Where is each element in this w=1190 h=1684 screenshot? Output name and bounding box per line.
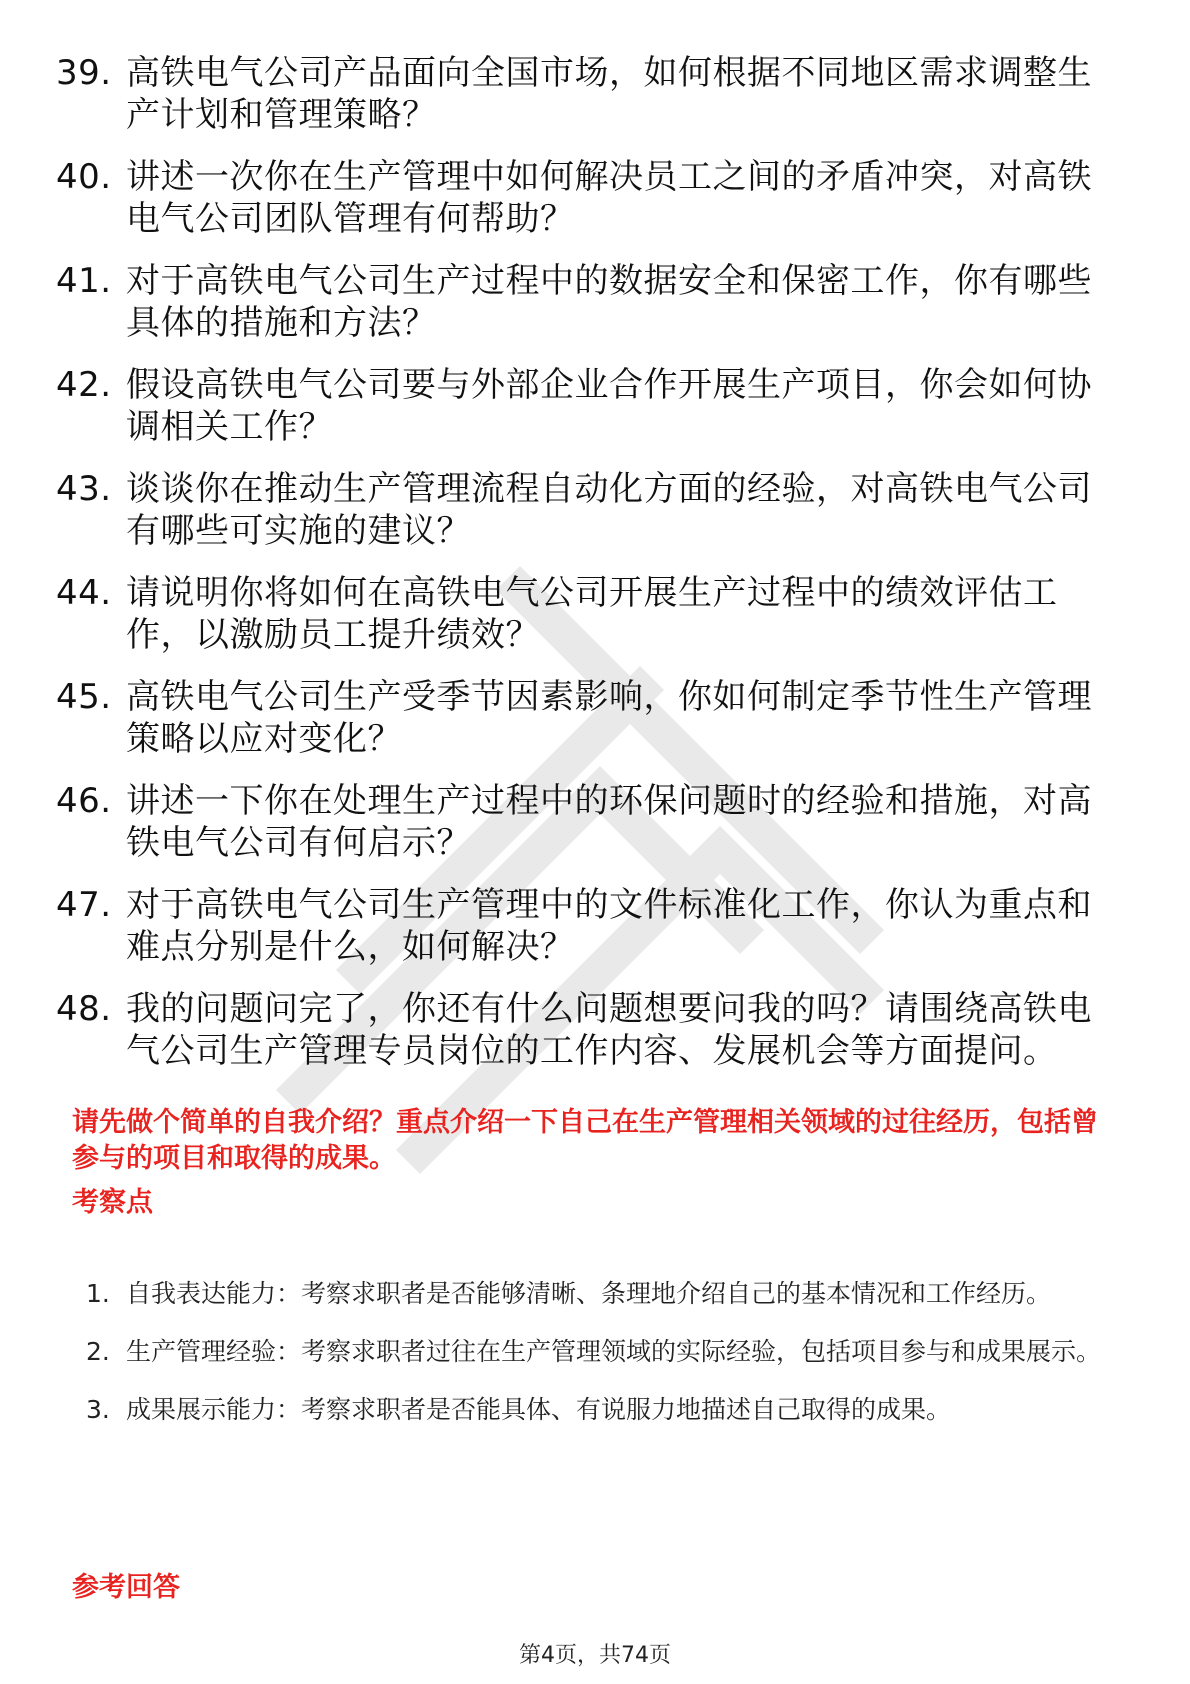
question-text: 假设高铁电气公司要与外部企业合作开展生产项目，你会如何协调相关工作？ <box>126 365 1092 447</box>
question-item <box>56 260 1116 344</box>
question-item <box>56 884 1116 968</box>
examine-point <box>86 1381 1126 1439</box>
question-text: 对于高铁电气公司生产管理中的文件标准化工作，你认为重点和难点分别是什么，如何解决？ <box>126 885 1092 967</box>
question-text: 我的问题问完了，你还有什么问题想要问我的吗？请围绕高铁电气公司生产管理专员岗位的工作内容、发展机会等方面提问。 <box>126 989 1092 1071</box>
examine-points-list <box>86 1265 1126 1439</box>
question-number: 39. <box>56 53 112 93</box>
point-number: 1. <box>86 1279 110 1308</box>
question-text: 高铁电气公司产品面向全国市场，如何根据不同地区需求调整生产计划和管理策略？ <box>126 53 1092 135</box>
point-text: 自我表达能力：考察求职者是否能够清晰、条理地介绍自己的基本情况和工作经历。 <box>126 1279 1052 1308</box>
question-number: 44. <box>56 573 112 613</box>
question-item <box>56 468 1116 552</box>
question-text: 讲述一下你在处理生产过程中的环保问题时的经验和措施，对高铁电气公司有何启示？ <box>126 781 1092 863</box>
question-item <box>56 988 1116 1072</box>
question-item <box>56 780 1116 864</box>
question-list <box>56 52 1116 1092</box>
point-text: 生产管理经验：考察求职者过往在生产管理领域的实际经验，包括项目参与和成果展示。 <box>126 1337 1102 1366</box>
question-item <box>56 364 1116 448</box>
question-number: 45. <box>56 677 112 717</box>
question-item <box>56 52 1116 136</box>
question-item <box>56 156 1116 240</box>
question-number: 46. <box>56 781 112 821</box>
question-text: 高铁电气公司生产受季节因素影响，你如何制定季节性生产管理策略以应对变化？ <box>126 677 1092 759</box>
examine-point <box>86 1265 1126 1323</box>
question-item <box>56 676 1116 760</box>
examine-heading: 考察点 <box>72 1187 153 1218</box>
question-item <box>56 572 1116 656</box>
question-number: 40. <box>56 157 112 197</box>
question-number: 43. <box>56 469 112 509</box>
question-number: 41. <box>56 261 112 301</box>
question-number: 42. <box>56 365 112 405</box>
answer-heading: 参考回答 <box>72 1572 180 1603</box>
question-number: 48. <box>56 989 112 1029</box>
question-number: 47. <box>56 885 112 925</box>
question-text: 谈谈你在推动生产管理流程自动化方面的经验，对高铁电气公司有哪些可实施的建议？ <box>126 469 1092 551</box>
question-text: 讲述一次你在生产管理中如何解决员工之间的矛盾冲突，对高铁电气公司团队管理有何帮助？ <box>126 157 1092 239</box>
point-number: 2. <box>86 1337 110 1366</box>
page-footer: 第4页，共74页 <box>519 1643 671 1668</box>
intro-question: 请先做个简单的自我介绍？重点介绍一下自己在生产管理相关领域的过往经历，包括曾参与的项目和取得的成果。 <box>72 1107 1098 1174</box>
point-text: 成果展示能力：考察求职者是否能具体、有说服力地描述自己取得的成果。 <box>126 1395 952 1424</box>
question-text: 请说明你将如何在高铁电气公司开展生产过程中的绩效评估工作，以激励员工提升绩效？ <box>126 573 1058 655</box>
examine-point <box>86 1323 1126 1381</box>
point-number: 3. <box>86 1395 110 1424</box>
question-text: 对于高铁电气公司生产过程中的数据安全和保密工作，你有哪些具体的措施和方法？ <box>126 261 1092 343</box>
